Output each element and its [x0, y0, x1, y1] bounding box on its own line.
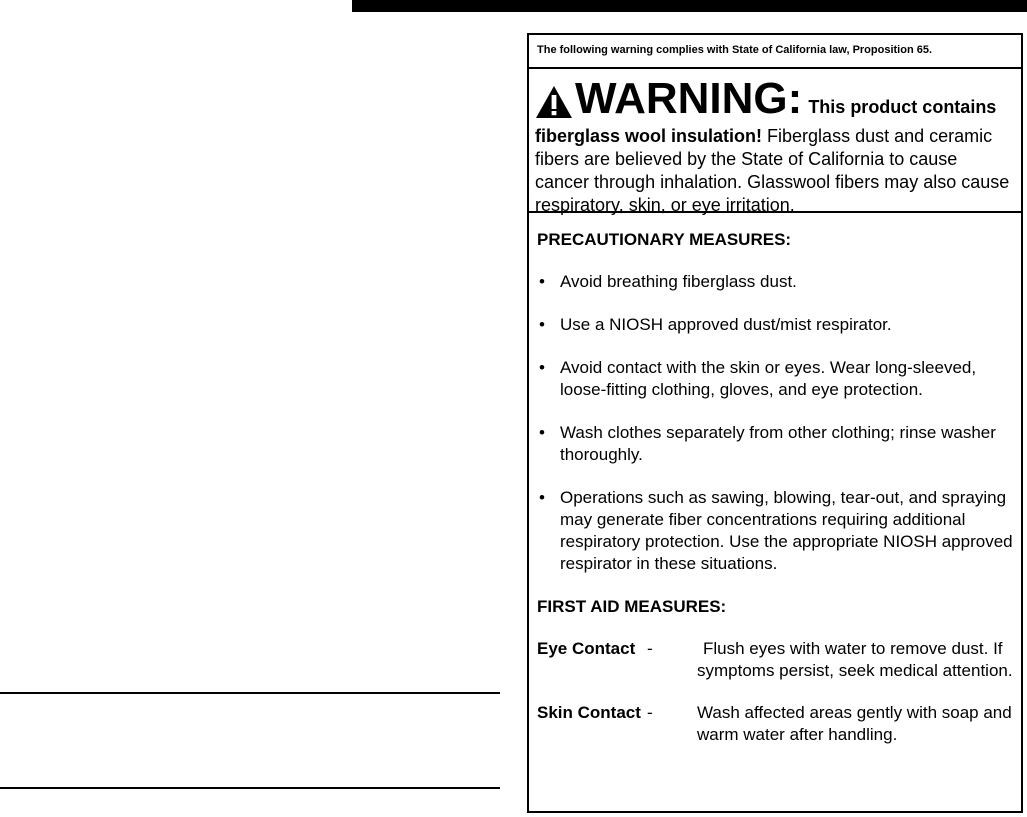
warning-heading: [535, 73, 1015, 125]
bullet-text: Wash clothes separately from other clothing; rinse washer thoroughly.: [560, 423, 996, 464]
first-aid-dash: -: [647, 639, 653, 658]
warning-label: [527, 33, 1023, 813]
first-aid-row: [537, 702, 1013, 746]
bullet-icon: •: [539, 272, 545, 291]
warning-box: [529, 69, 1021, 213]
divider-line-upper: [0, 692, 500, 694]
warning-body: [535, 125, 1015, 217]
warning-body-text: Fiberglass dust and ceramic fibers are believed by the State of California to cause cancer through inhalation. Glasswool fibers may also cause respiratory, skin, or eye irritation.: [535, 126, 1010, 215]
bullet-text: Use a NIOSH approved dust/mist respirator.: [560, 315, 892, 334]
list-item: [537, 422, 1013, 466]
first-aid-text: Wash affected areas gently with soap and warm water after handling.: [697, 703, 1012, 744]
precautionary-title: PRECAUTIONARY MEASURES:: [537, 230, 792, 249]
measures-section: [529, 213, 1021, 746]
bullet-icon: •: [539, 423, 545, 442]
first-aid-dash: -: [647, 703, 653, 722]
warning-triangle-icon: [535, 85, 573, 119]
list-item: [537, 357, 1013, 401]
bullet-icon: •: [539, 315, 545, 334]
compliance-notice: The following warning complies with State of California law, Proposition 65.: [529, 35, 1021, 69]
list-item: [537, 271, 1013, 293]
bullet-icon: •: [539, 488, 545, 507]
bullet-icon: •: [539, 358, 545, 377]
header-bar: [352, 0, 1027, 12]
first-aid-row: [537, 638, 1013, 682]
first-aid-title: FIRST AID MEASURES:: [537, 597, 727, 616]
list-item: [537, 487, 1013, 575]
first-aid-term: Skin Contact: [537, 703, 641, 722]
list-item: [537, 314, 1013, 336]
warning-word: WARNING:: [575, 74, 803, 123]
bullet-text: Operations such as sawing, blowing, tear-out, and spraying may generate fiber concentrations requiring additional respiratory protection. Use the appropriate NIOSH approved respirator in these situations.: [560, 488, 1013, 573]
first-aid-term: Eye Contact: [537, 639, 636, 658]
bullet-text: Avoid contact with the skin or eyes. Wear long-sleeved, loose-fitting clothing, gloves, and eye protection.: [560, 358, 977, 399]
divider-line-lower: [0, 787, 500, 789]
warning-bold-intro: fiberglass wool insulation!: [535, 126, 763, 146]
first-aid-text: Flush eyes with water to remove dust. If symptoms persist, seek medical attention.: [697, 639, 1013, 680]
warning-lead: This product contains: [808, 97, 997, 117]
bullet-text: Avoid breathing fiberglass dust.: [560, 272, 797, 291]
